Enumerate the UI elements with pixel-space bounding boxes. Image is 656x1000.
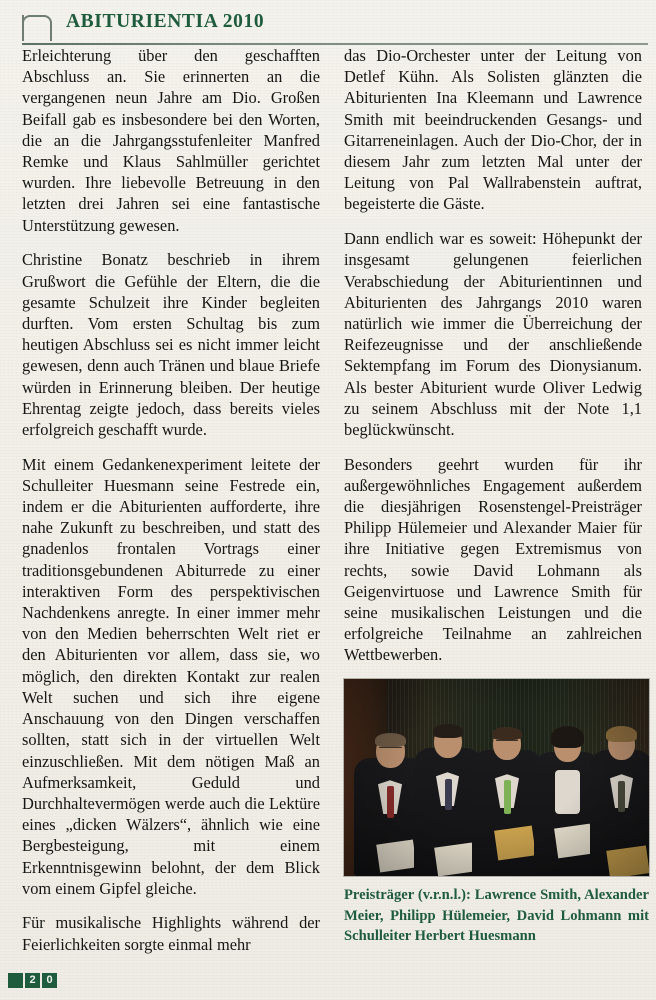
photo-caption: Preisträger (v.r.n.l.): Lawrence Smith, Alexander Meier, Philipp Hülemeier, David Lohmann mit Schulleiter Herbert Huesmann <box>344 887 649 945</box>
paragraph: Besonders geehrt wurden für ihr außergewöhnliches Engagement außerdem die diesjährigen Rosenstengel-Preisträger Philipp Hülemeier und Alexander Maier für ihre Initiative gegen Extremismus von rechts, sowie David Lohmann als Geigenvirtuose und Lawrence Smith für seine musikalischen Leistungen und die erfolgreiche Teilnahme an zahlreichen Wettbewerben. <box>344 454 642 665</box>
page-number-digit: 0 <box>42 973 57 988</box>
paragraph: Mit einem Gedankenexperiment leitete der Schulleiter Huesmann seine Festrede ein, indem er die Abiturienten aufforderte, ihre nahe Zukunft zu beschreiben, und statt des gnadenlos frontalen Vortrags einer traditionsgebundenen Abiturrede zu einer interaktiven Form des perspektivischen Nachdenkens anregte. In einer immer mehr von den Medien beherrschten Welt riet er den Abiturienten vor allem, dass sie, wo möglich, den direkten Kontakt zur realen Welt suchen und sich ihre eigene Anschauung von den Dingen verschaffen sollten, statt sich in der virtuellen Welt einzuschließen. Mit dem nötigen Maß an Aufmerksamkeit, Geduld und Durchhaltevermögen werde auch die Lektüre eines „dicken Wälzers“, ähnlich wie eine Bergbesteigung, mit einem Erkenntnisgewinn belohnt, der dem Blick vom einem Gipfel gleiche. <box>22 454 320 898</box>
photo-figure <box>344 679 649 947</box>
right-column <box>344 45 649 954</box>
page-title: ABITURIENTIA 2010 <box>66 11 265 32</box>
paragraph: Erleichterung über den geschafften Abschluss an. Sie erinnerten an die vergangenen neun Jahre am Dio. Großen Beifall gab es insbesondere bei den Worten, die an die Jahrgangsstufenleiter Manfred Remke und Klaus Sahlmüller gerichtet wurden. Ihre liebevolle Betreuung in den letzten drei Jahren sei eine fantastische Unterstützung gewesen. <box>22 46 320 235</box>
left-column <box>22 45 320 954</box>
photo-vignette <box>344 679 649 876</box>
group-photo <box>344 679 649 876</box>
page-number <box>8 973 57 988</box>
page-header <box>0 10 656 42</box>
corner-bracket-icon <box>22 15 52 41</box>
article-columns <box>22 45 648 954</box>
paragraph: Dann endlich war es soweit: Höhepunkt der insgesamt gelungenen feierlichen Verabschiedung der Abiturientinnen und Abiturienten des Jahrgangs 2010 waren natürlich wie immer die Überreichung der Reifezeugnisse und der anschließende Sektempfang im Forum des Dionysianum. Als bester Abiturient wurde Oliver Ledwig zu seinem Abschluss mit der Note 1,1 beglückwünscht. <box>344 229 642 439</box>
page-number-block-icon <box>8 973 23 988</box>
paragraph: Für musikalische Highlights während der Feierlichkeiten sorgte einmal mehr <box>22 913 320 954</box>
corner-bracket-stem-icon <box>22 15 24 41</box>
paragraph: das Dio-Orchester unter der Leitung von Detlef Kühn. Als Solisten glänzten die Abiturienten Ina Kleemann und Lawrence Smith mit beeindruckenden Gesangs- und Gitarreneinlagen. Auch der Dio-Chor, der in diesem Jahr zum letzten Mal unter der Leitung von Pal Wallrabenstein auftrat, begeisterte die Gäste. <box>344 46 642 214</box>
page-number-digit: 2 <box>25 973 40 988</box>
paragraph: Christine Bonatz beschrieb in ihrem Grußwort die Gefühle der Eltern, die die gesamte Schulzeit ihre Kinder begleiten durften. Vom ersten Schultag bis zum heutigen Abschluss sei es nicht immer leicht gewesen, denn auch Tränen und blaue Briefe würden in Erinnerung bleiben. Der heutige Ehrentag zeigte jedoch, dass bereits vieles erfolgreich geschafft wurde. <box>22 250 320 439</box>
